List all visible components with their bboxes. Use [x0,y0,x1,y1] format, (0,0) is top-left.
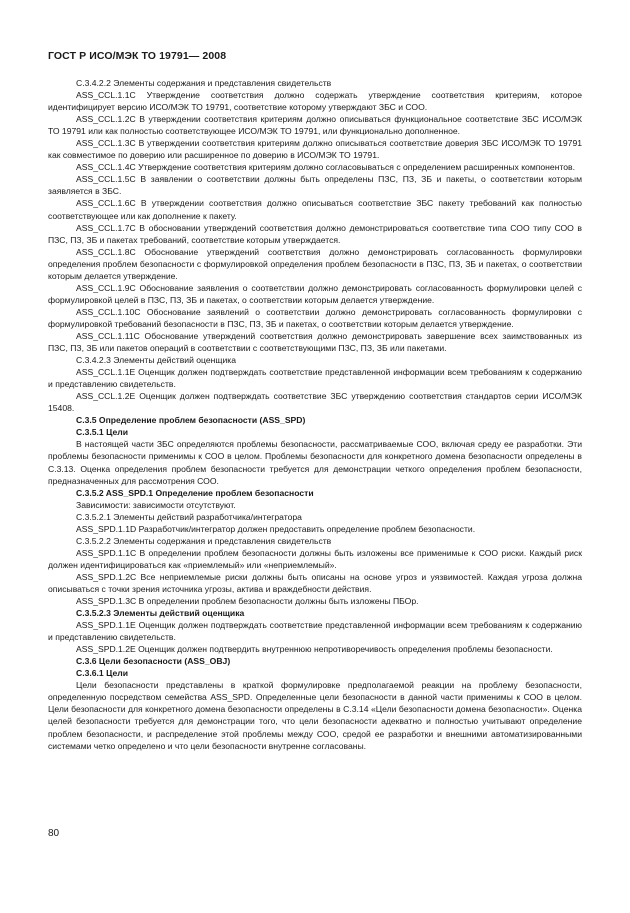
section-heading: C.3.5.2 ASS_SPD.1 Определение проблем безопасности [76,487,314,498]
body-paragraph: ASS_SPD.1.2E Оценщик должен подтвердить внутреннюю непротиворечивость определения проблемы безопасности. [76,644,553,655]
page-number: 80 [48,828,60,839]
page-header: ГОСТ Р ИСО/МЭК ТО 19791— 2008 [48,50,227,62]
body-paragraph: В настоящей части ЗБС определяются проблемы безопасности, рассматриваемые СОО, включая среду ее разработки. Эти проблемы безопасности применимы к СОО в целом. Проблемы безопасности для конкретного домена безопасности определены в С.3.13. Оценка определения проблем безопасности требуется для демонстрации четкого определения проблем безопасности, предназначенных для рассмотрения СОО. [48,439,582,486]
body-paragraph: ASS_CCL.1.8C Обоснование утверждений соответствия должно демонстрировать согласованность формулировки определения проблем безопасности с формулировкой определения проблем безопасности в ПЗС, ПЗ, ЗБ и пакетах, о соответствии которым делается утверждение. [48,246,582,281]
body-paragraph: ASS_CCL.1.7C В обосновании утверждений соответствия должно демонстрироваться соответствие типа СОО типу СОО в ПЗС, ПЗ, ЗБ и пакетах требований, соответствие которым утверждается. [48,222,582,245]
body-paragraph: ASS_SPD.1.1E Оценщик должен подтверждать соответствие представленной информации всем требованиям к содержанию и представлению свидетельств. [48,620,582,643]
body-paragraph: C.3.5.2.1 Элементы действий разработчика/интегратора [76,511,302,522]
body-paragraph: ASS_CCL.1.11C Обоснование утверждений соответствия должно демонстрировать завершение всех заимствованных из ПЗС, ПЗ, ЗБ или пакетов операций в соответствии с соответствующими ПЗС, ПЗ, ЗБ или пакетами. [48,330,582,354]
body-paragraph: ASS_CCL.1.2C В утверждении соответствия критериям должно описываться функциональное соответствие ЗБС ИСО/МЭК ТО 19791 или как полностью соответствующее ИСО/МЭК ТО 19791, или функционально дополненное. [48,114,582,137]
body-paragraph: ASS_CCL.1.2E Оценщик должен подтверждать соответствие ЗБС утверждению соответствия стандартов серии ИСО/МЭК 15408. [48,391,582,414]
body-paragraph: ASS_CCL.1.6C В утверждении соответствия должно описываться соответствие ЗБС пакету требований как полностью соответствующее или как дополнение к пакету. [48,198,582,221]
body-paragraph: ASS_CCL.1.3C В утверждении соответствия критериям должно описываться соответствие доверия ЗБС ИСО/МЭК ТО 19791 как совместимое по доверию или расширенное по доверию в ИСО/МЭК ТО 19791. [48,138,582,161]
body-paragraph: ASS_CCL.1.5C В заявлении о соответствии должны быть определены ПЗС, ПЗ, ЗБ и пакеты, о соответствии которым заявляется в ЗБС. [48,174,582,197]
section-heading: C.3.5.1 Цели [76,427,128,438]
body-paragraph: ASS_SPD.1.3C В определении проблем безопасности должны быть изложены ПБОр. [76,596,419,607]
body-paragraph: ASS_SPD.1.1D Разработчик/интегратор должен предоставить определение проблем безопасности. [76,523,476,534]
body-paragraph: C.3.4.2.2 Элементы содержания и представления свидетельств [76,78,332,88]
body-paragraph: ASS_SPD.1.1C В определении проблем безопасности должны быть изложены все применимые к СОО риски. Каждый риск должен идентифицироваться как «приемлемый» или «неприемлемый». [48,547,582,570]
body-paragraph: ASS_CCL.1.10C Обоснование заявлений о соответствии должно демонстрировать согласованность формулировки с формулировкой требований безопасности в ПЗС, ПЗ, ЗБ и пакетах, о соответствии которым делается утверждение. [48,306,582,329]
body-paragraph: Цели безопасности представлены в краткой формулировке предполагаемой реакции на проблему безопасности, определенную посредством семейства ASS_SPD. Определенные цели безопасности в данной части применимы к СОО в целом. Цели безопасности для конкретного домена безопасности определены в С.3.14 «Цели безопасности домена безопасности». Оценка целей безопасности требуется для демонстрации того, что цели безопасности адекватно и полностью учитывают определение проблем безопасности, и распределение этой проблемы между СОО, средой ее разработки и внешними автоматизированными системами четко определено и что цели безопасности внутренне согласованы. [48,680,582,751]
body-paragraph: ASS_CCL.1.1E Оценщик должен подтверждать соответствие представленной информации всем требованиям к содержанию и представлению свидетельств. [48,367,582,390]
section-heading: C.3.6.1 Цели [76,668,128,679]
body-paragraph: ASS_CCL.1.4C Утверждение соответствия критериям должно согласовываться с определением расширенных компонентов. [76,162,576,173]
section-heading: C.3.6 Цели безопасности (ASS_OBJ) [76,656,231,667]
body-paragraph: ASS_SPD.1.2C Все неприемлемые риски должны быть описаны на основе угроз и уязвимостей. Каждая угроза должна описываться с точки зрения источника угрозы, актива и враждебности действия. [48,571,582,594]
body-paragraph: C.3.5.2.2 Элементы содержания и представления свидетельств [76,535,332,546]
body-paragraph: ASS_CCL.1.9C Обоснование заявления о соответствии должно демонстрировать согласованность формулировки целей с формулировкой целей в ПЗС, ПЗ, ЗБ и пакетах, о соответствии которым делается утверждение. [48,282,582,305]
section-heading: C.3.5.2.3 Элементы действий оценщика [76,608,245,619]
body-paragraph: ASS_CCL.1.1C Утверждение соответствия должно содержать утверждение соответствия критериям, которое идентифицирует версию ИСО/МЭК ТО 19791, соответствие которому утверждают ЗБС и СОО. [48,90,582,113]
section-heading: C.3.5 Определение проблем безопасности (ASS_SPD) [76,415,306,426]
body-paragraph: C.3.4.2.3 Элементы действий оценщика [76,355,236,366]
document-body [48,77,582,752]
body-paragraph: Зависимости: зависимости отсутствуют. [76,499,236,510]
